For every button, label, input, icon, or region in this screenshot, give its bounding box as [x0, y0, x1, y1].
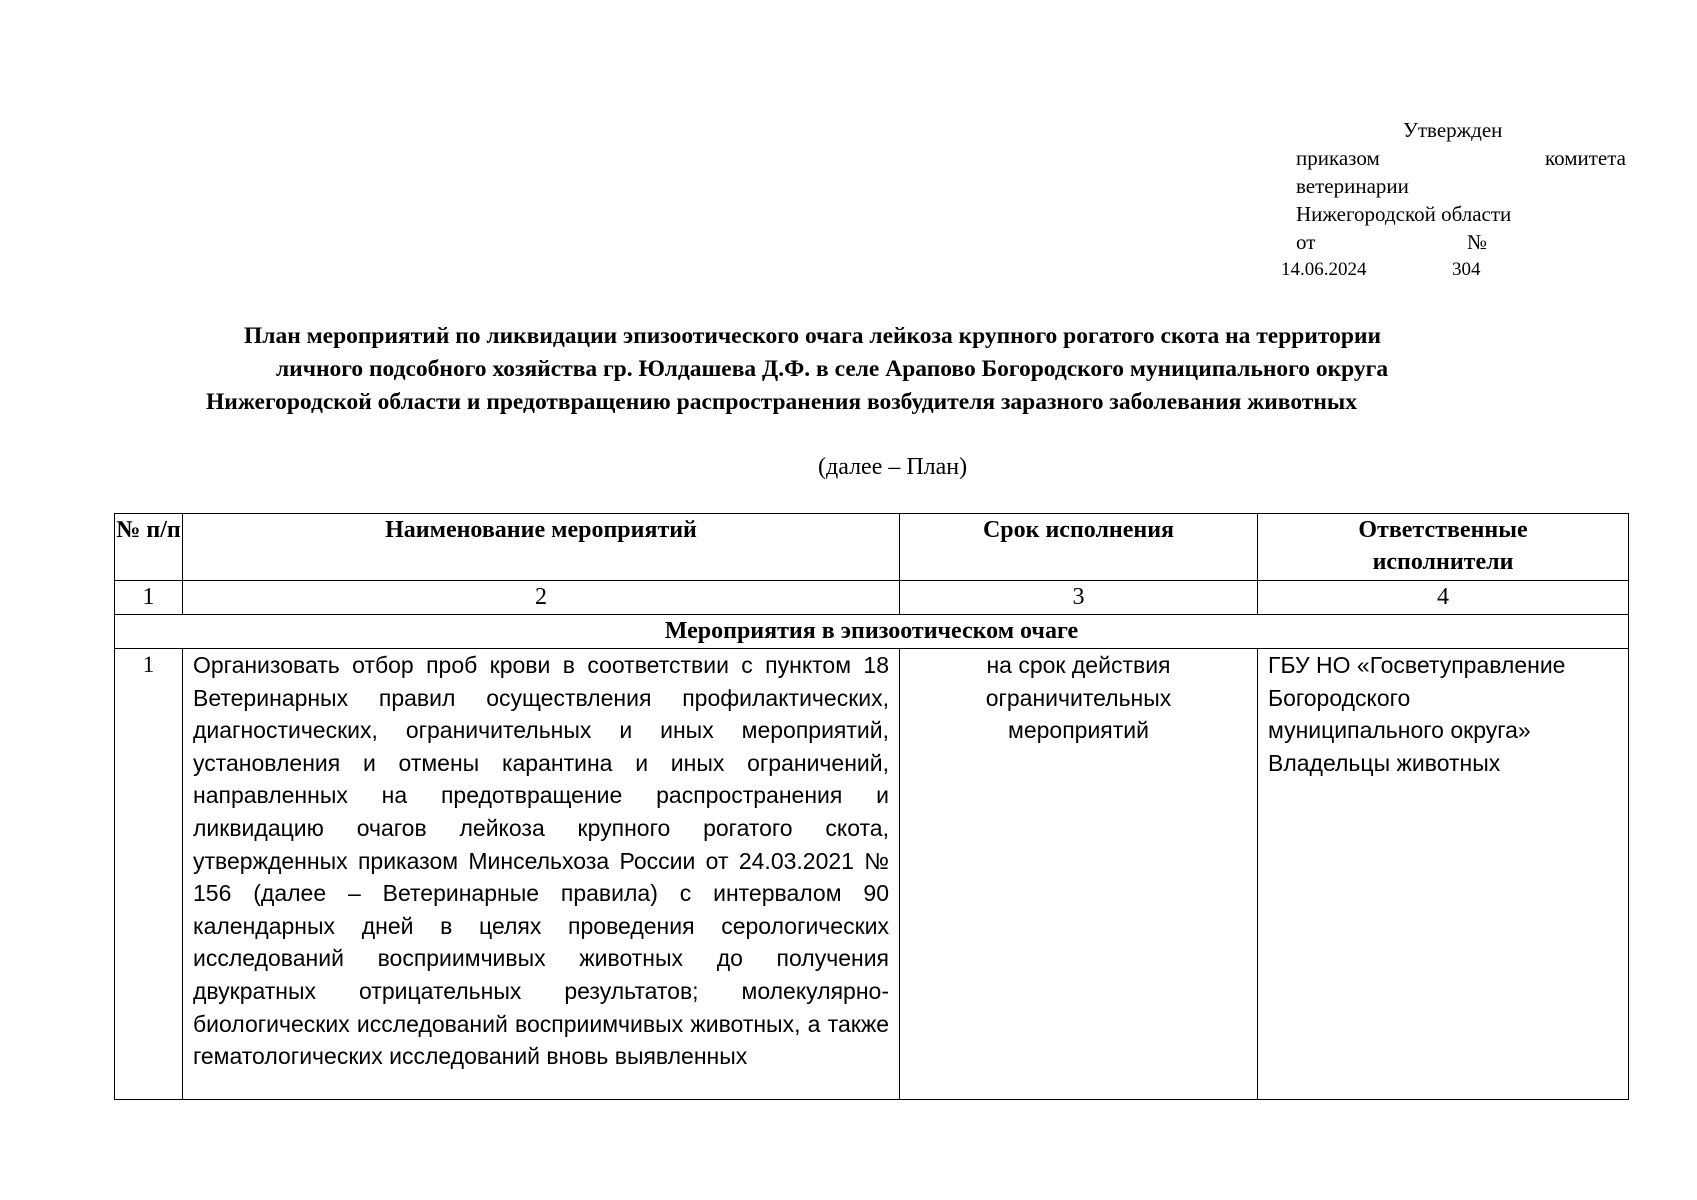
table-row	[115, 649, 1629, 1100]
approval-region-line: Нижегородской области	[1296, 202, 1512, 226]
row-responsible-line-2: Богородского	[1268, 684, 1411, 711]
header-responsible-line-1: Ответственные	[1358, 517, 1528, 543]
approval-title: Утвержден	[1403, 118, 1503, 142]
column-number-4: 4	[1258, 581, 1629, 615]
row-responsible-line-3: муниципального округа»	[1268, 717, 1531, 744]
approval-order-word: приказом	[1296, 146, 1380, 170]
header-num: № п/п	[115, 514, 183, 581]
approval-order-line	[1296, 144, 1626, 172]
document-title	[180, 320, 1600, 419]
approval-date-number-values	[1281, 256, 1626, 284]
row-responsible-line-1: ГБУ НО «Госветуправление	[1268, 652, 1566, 678]
approval-from-word: от	[1296, 230, 1316, 254]
document-title-line-2: личного подсобного хозяйства гр. Юлдашева Д.Ф. в селе Арапово Богородского муниципального округа	[276, 356, 1389, 382]
approval-date-number-labels	[1296, 228, 1626, 256]
column-number-1: 1	[115, 581, 183, 615]
header-responsible	[1258, 514, 1629, 581]
approval-number-sign: №	[1467, 230, 1488, 254]
section-row	[115, 615, 1629, 649]
column-number-3: 3	[900, 581, 1258, 615]
document-title-line-3: Нижегородской области и предотвращению распространения возбудителя заразного заболевания животных	[206, 389, 1357, 415]
row-responsible-line-4: Владельцы животных	[1268, 749, 1501, 776]
row-term-line-3: мероприятий	[1008, 717, 1149, 744]
approval-vet-line: ветеринарии	[1296, 174, 1409, 198]
table-header-row	[115, 514, 1629, 581]
row-term-line-1: на срок действия	[986, 652, 1171, 678]
section-title: Мероприятия в эпизоотическом очаге	[115, 615, 1629, 649]
document-title-line-1: План мероприятий по ликвидации эпизоотического очага лейкоза крупного рогатого скота на территории	[244, 323, 1382, 349]
row-num: 1	[115, 649, 183, 1100]
row-term-line-2: ограничительных	[985, 684, 1172, 711]
header-responsible-line-2: исполнители	[1372, 549, 1514, 575]
plan-table	[114, 513, 1629, 1100]
column-numbers-row	[115, 581, 1629, 615]
approval-stamp	[1281, 116, 1626, 284]
row-term	[900, 649, 1258, 1100]
row-name: Организовать отбор проб крови в соответствии с пунктом 18 Ветеринарных правил осуществления профилактических, диагностических, ограничительных и иных мероприятий, установления и отмены карантина и иных ограничений, направленных на предотвращение распространения и ликвидацию очагов лейкоза крупного рогатого скота, утвержденных приказом Минсельхоза России от 24.03.2021 № 156 (далее – Ветеринарные правила) с интервалом 90 календарных дней в целях проведения серологических исследований восприимчивых животных до получения двукратных отрицательных результатов; молекулярно-биологических исследований восприимчивых животных, а также гематологических исследований вновь выявленных	[193, 652, 889, 1070]
header-name: Наименование мероприятий	[183, 514, 900, 581]
header-term: Срок исполнения	[900, 514, 1258, 581]
row-responsible	[1258, 649, 1629, 1100]
row-name-cell	[183, 649, 900, 1100]
approval-number: 304	[1452, 259, 1481, 280]
document-subtitle: (далее – План)	[818, 454, 968, 480]
approval-date: 14.06.2024	[1281, 259, 1367, 280]
approval-committee-word: комитета	[1544, 146, 1626, 170]
column-number-2: 2	[183, 581, 900, 615]
